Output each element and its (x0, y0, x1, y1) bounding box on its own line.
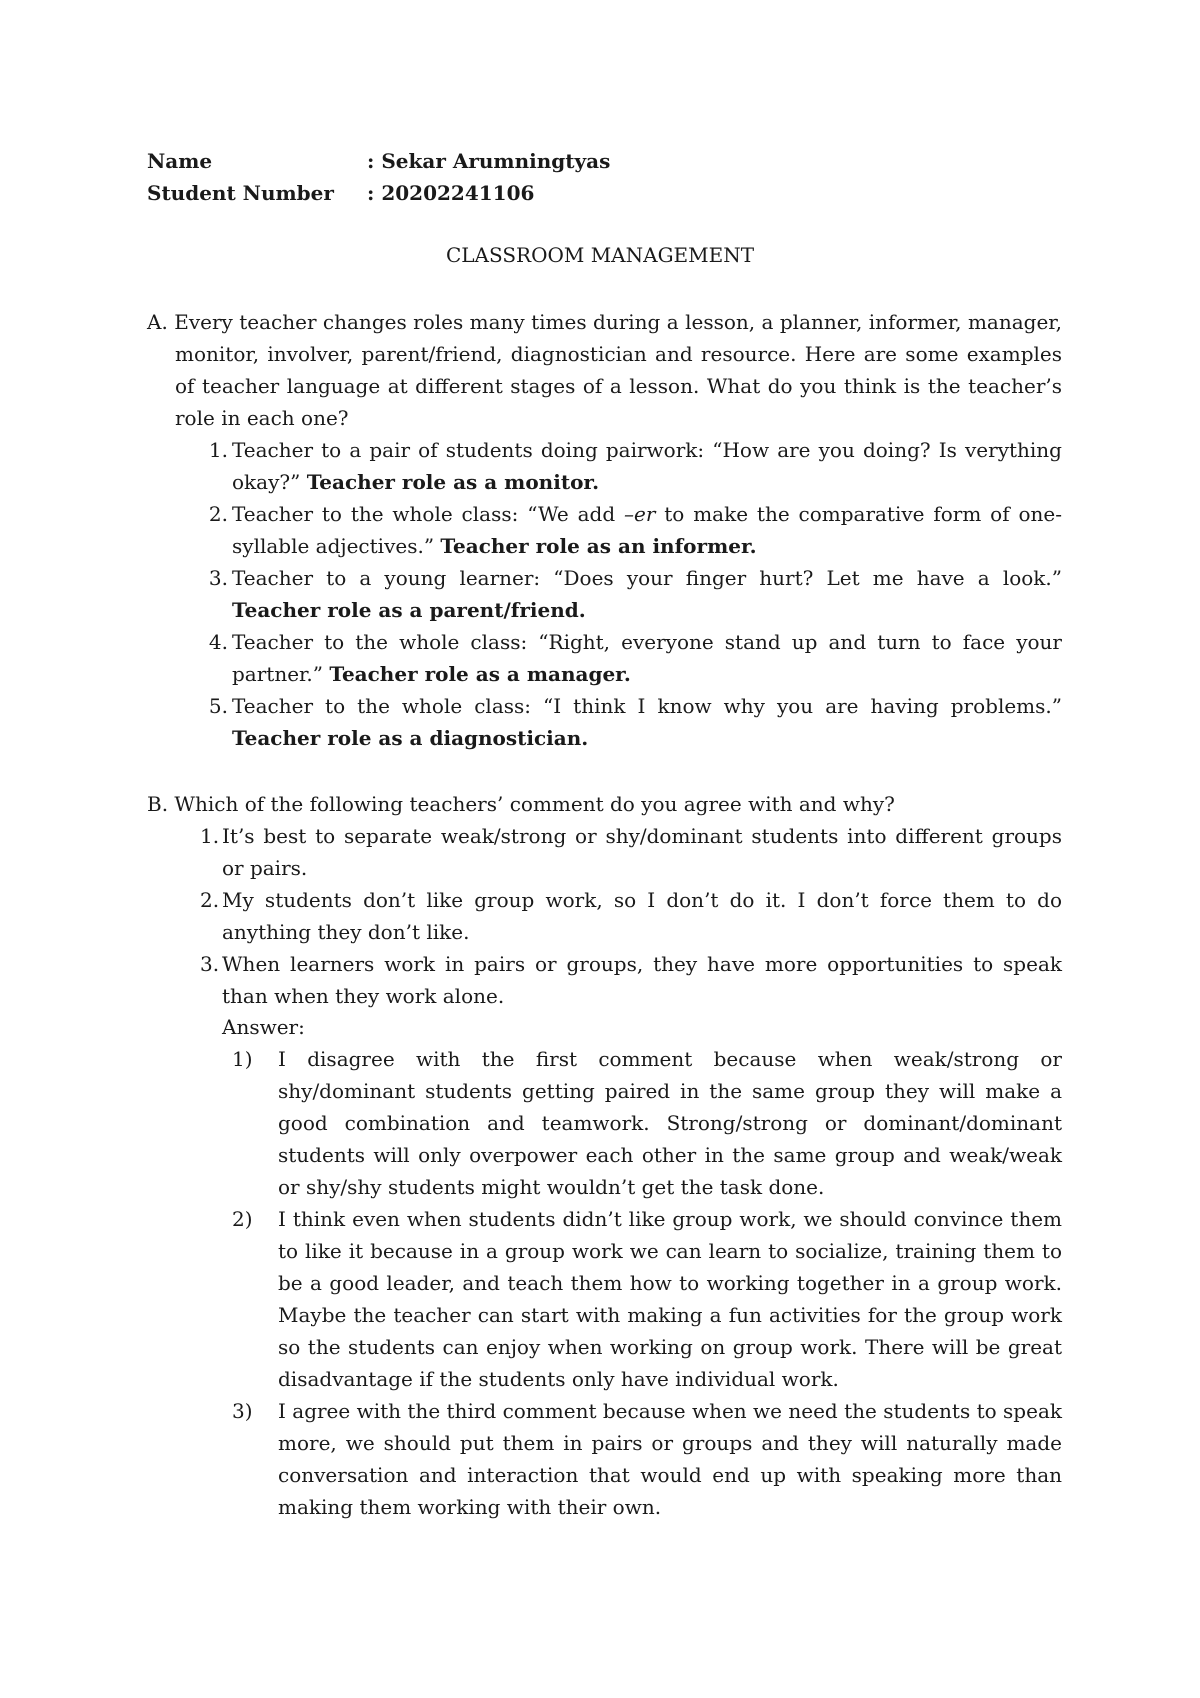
answer-item: 1) I disagree with the first comment because when weak/strong or shy/dominant students getting paired in the same group they will make a good combination and teamwork. Strong/strong or dominant/dominant students will only overpower each other in the same group and weak/weak or shy/shy students might wouldn’t get the task done. (232, 1043, 1062, 1203)
name-label: Name (147, 149, 213, 173)
document-title: CLASSROOM MANAGEMENT (445, 243, 755, 267)
section-b-text: Which of the following teachers’ comment do you agree with and why? (174, 792, 895, 816)
student-number-label: Student Number (147, 181, 334, 205)
item-text: Teacher to a young learner: “Does your finger hurt? Let me have a look.” (232, 566, 1062, 590)
section-a-list (200, 434, 1062, 754)
item-answer: Teacher role as a monitor. (306, 470, 600, 494)
student-info (147, 145, 610, 209)
list-item: 3. Teacher to a young learner: “Does your finger hurt? Let me have a look.” Teacher role as a parent/friend. (208, 566, 1062, 622)
name-row (147, 145, 610, 177)
name-value: : Sekar Arumningtyas (367, 149, 611, 173)
item-text: Teacher to the whole class: “We add (232, 502, 624, 526)
answer-text: I think even when students didn’t like group work, we should convince them to like it because in a group work we can learn to socialize, training them to be a good leader, and teach them how to working together in a group work. Maybe the teacher can start with making a fun activities for the group work so the students can enjoy when working on group work. There will be great disadvantage if the students only have individual work. (278, 1207, 1062, 1391)
item-text: My students don’t like group work, so I don’t do it. I don’t force them to do anything they don’t like. (222, 888, 1062, 944)
student-number-row (147, 177, 610, 209)
section-b-question (147, 788, 1062, 820)
item-text: Teacher to the whole class: “I think I know why you are having problems.” (232, 694, 1062, 718)
item-answer: Teacher role as an informer. (440, 534, 757, 558)
answer-text: I agree with the third comment because when we need the students to speak more, we should put them in pairs or groups and they will naturally made conversation and interaction that would end up with speaking more than making them working with their own. (278, 1399, 1062, 1519)
list-item: 2. Teacher to the whole class: “We add –er to make the comparative form of one-syllable adjectives.” Teacher role as an informer. (208, 502, 1062, 558)
item-answer: Teacher role as a manager. (329, 662, 631, 686)
section-a-marker: A. (147, 310, 168, 334)
item-answer: Teacher role as a diagnostician. (232, 726, 589, 750)
item-text: When learners work in pairs or groups, they have more opportunities to speak than when they work alone. (222, 952, 1062, 1008)
list-item: 1. It’s best to separate weak/strong or shy/dominant students into different groups or pairs. (200, 820, 1062, 884)
list-item: 4. Teacher to the whole class: “Right, everyone stand up and turn to face your partner.” Teacher role as a manager. (208, 630, 1062, 686)
list-item: 1. Teacher to a pair of students doing pairwork: “How are you doing? Is verything okay?” Teacher role as a monitor. (208, 438, 1062, 494)
item-text: It’s best to separate weak/strong or shy/dominant students into different groups or pairs. (222, 824, 1062, 880)
section-a-question (147, 306, 1062, 434)
answer-item: 2) I think even when students didn’t like group work, we should convince them to like it because in a group work we can learn to socialize, training them to be a good leader, and teach them how to working together in a group work. Maybe the teacher can start with making a fun activities for the group work so the students can enjoy when working on group work. There will be great disadvantage if the students only have individual work. (232, 1203, 1062, 1395)
section-a-text: Every teacher changes roles many times during a lesson, a planner, informer, manager, monitor, involver, parent/friend, diagnostician and resource. Here are some examples of teacher language at different stages of a lesson. What do you think is the teacher’s role in each one? (174, 310, 1063, 430)
answer-label: Answer: (222, 1015, 305, 1039)
item-text: Teacher to a pair of students doing pairwork: “How are you doing? Is verything okay?” (232, 438, 1062, 494)
item-text-italic: –er (624, 502, 656, 526)
list-item: 5. Teacher to the whole class: “I think I know why you are having problems.” Teacher role as a diagnostician. (208, 694, 1062, 750)
student-number-value: : 20202241106 (367, 181, 535, 205)
item-text: to make the comparative form of one-syllable adjectives.” (232, 502, 1062, 558)
list-item: 2. My students don’t like group work, so I don’t do it. I don’t force them to do anything they don’t like. (200, 884, 1062, 948)
item-text: Teacher to the whole class: “Right, everyone stand up and turn to face your partner.” (232, 630, 1062, 686)
answer-item: 3) I agree with the third comment because when we need the students to speak more, we should put them in pairs or groups and they will naturally made conversation and interaction that would end up with speaking more than making them working with their own. (232, 1395, 1062, 1523)
answer-text: I disagree with the first comment because when weak/strong or shy/dominant students getting paired in the same group they will make a good combination and teamwork. Strong/strong or dominant/dominant students will only overpower each other in the same group and weak/weak or shy/shy students might wouldn’t get the task done. (278, 1047, 1062, 1199)
answer-list (232, 1043, 1062, 1523)
item-answer: Teacher role as a parent/friend. (232, 598, 586, 622)
section-b-marker: B. (147, 792, 169, 816)
section-b-list (200, 820, 1062, 1012)
list-item: 3. When learners work in pairs or groups, they have more opportunities to speak than when they work alone. (200, 948, 1062, 1012)
